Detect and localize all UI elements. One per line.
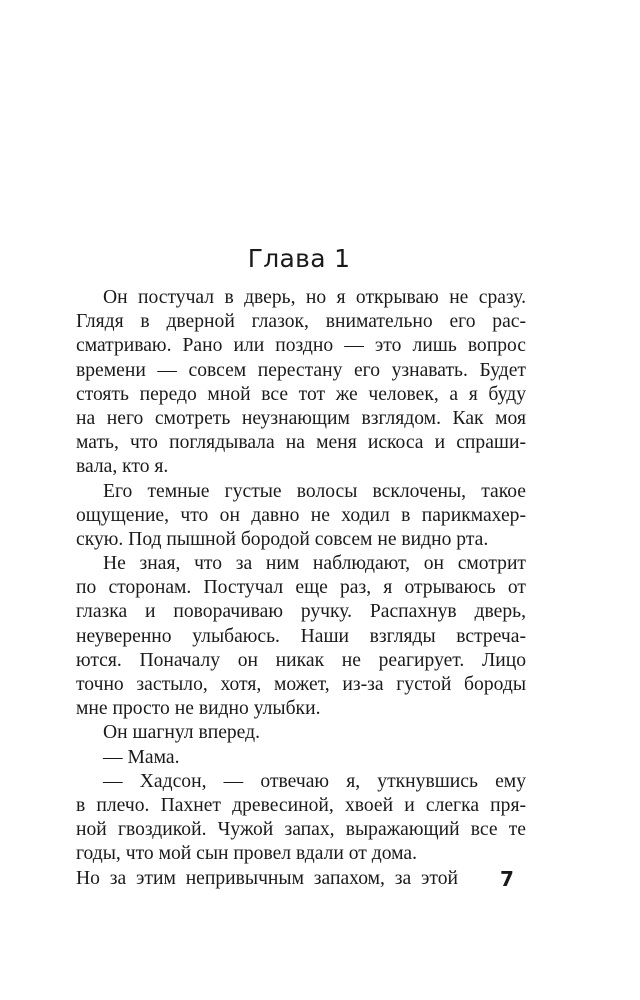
text-line: точно застыло, хотя, может, из-за густой бороды — [76, 674, 526, 695]
chapter-title: Глава 1 — [247, 244, 351, 273]
text-line: глазка и поворачиваю ручку. Распахнув дверь, — [76, 601, 526, 623]
text-line: сматриваю. Рано или поздно — это лишь вопрос — [76, 335, 526, 357]
text-line: ощущение, что он давно не ходил в парикмахер- — [76, 504, 526, 526]
paragraph — [76, 552, 526, 721]
text-line: Глядя в дверной глазок, внимательно его рас- — [76, 311, 526, 333]
text-line: Он постучал в дверь, но я открываю не сразу. — [103, 287, 526, 308]
paragraph — [76, 746, 526, 770]
text-line: годы, что мой сын провел вдали от дома. — [76, 843, 417, 865]
text-line: ной гвоздикой. Чужой запах, выражающий все те — [76, 819, 526, 841]
text-line: вала, кто я. — [76, 456, 169, 478]
text-line: мне просто не видно улыбки. — [76, 698, 321, 720]
paragraph — [76, 286, 526, 480]
text-line: ются. Поначалу он никак не реагирует. Лицо — [76, 649, 526, 671]
text-line: мать, что поглядывала на меня искоса и спраши- — [76, 432, 526, 454]
text-line: по сторонам. Постучал еще раз, я отрываюсь от — [76, 577, 526, 599]
text-line: Но за этим непривычным запахом, за этой — [76, 867, 458, 889]
text-line: Его темные густые волосы всклочены, такое — [103, 480, 526, 502]
text-line: — Хадсон, — отвечаю я, уткнувшись ему — [103, 770, 526, 792]
paragraph — [76, 721, 526, 745]
text-line: в плечо. Пахнет древесиной, хвоей и слегка пря- — [76, 794, 526, 816]
paragraph — [76, 867, 526, 891]
body-text — [76, 286, 526, 891]
text-line: скую. Под пышной бородой совсем не видно рта. — [76, 528, 489, 550]
text-line: Не зная, что за ним наблюдают, он смотрит — [103, 553, 526, 575]
paragraph — [76, 770, 526, 867]
paragraph — [76, 480, 526, 553]
text-line: стоять передо мной все тот же человек, а я буду — [76, 383, 526, 405]
text-line: на него смотреть неузнающим взглядом. Как моя — [76, 407, 526, 429]
text-line: времени — совсем перестану его узнавать. Будет — [76, 359, 526, 381]
page-number: 7 — [500, 867, 514, 891]
text-line: Он шагнул вперед. — [103, 722, 260, 744]
text-line: неуверенно улыбаюсь. Наши взгляды встреча- — [76, 625, 526, 647]
text-line: — Мама. — [103, 746, 180, 768]
